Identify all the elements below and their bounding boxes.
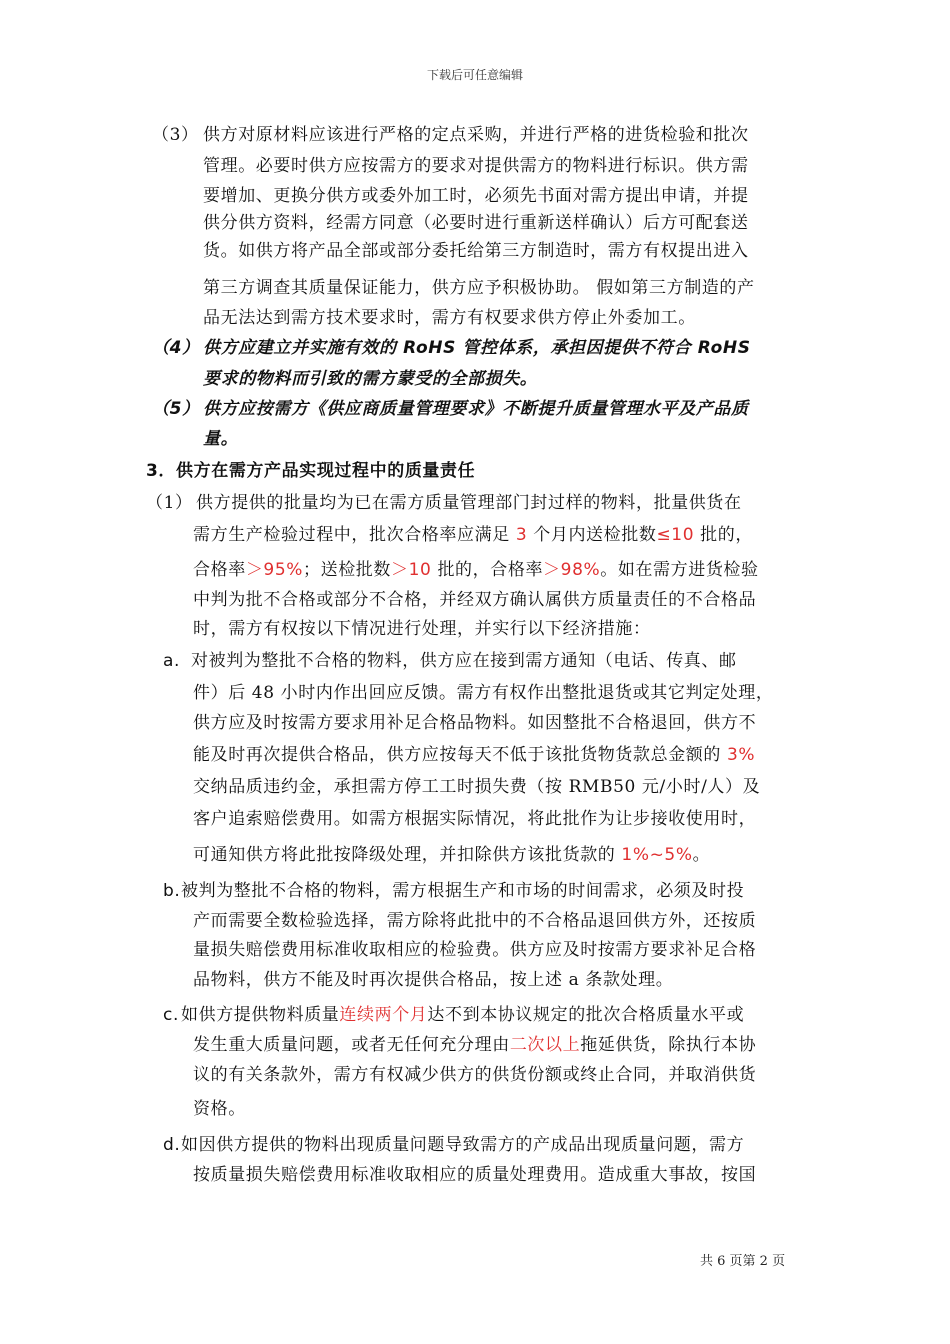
p1-line-1: 供方提供的批量均为已在需方质量管理部门封过样的物料，批量供货在 <box>196 493 742 513</box>
item-3-line-6: 第三方调查其质量保证能力，供方应予积极协助。 假如第三方制造的产 <box>203 278 755 298</box>
item-5-line-2: 量。 <box>203 429 239 449</box>
item-b-line-4: 品物料，供方不能及时再次提供合格品，按上述 a 条款处理。 <box>193 970 674 990</box>
section-3-heading: 3．供方在需方产品实现过程中的质量责任 <box>146 461 476 481</box>
item-a-line-4: 能及时再次提供合格品，供方应按每天不低于该批货物货款总金额的 3% <box>193 745 756 765</box>
p1-line-5: 时，需方有权按以下情况进行处理，并实行以下经济措施： <box>193 619 651 639</box>
item-c-line-4: 资格。 <box>193 1099 246 1119</box>
item-b-line-2: 产而需要全数检验选择，需方除将此批中的不合格品退回供方外，还按质 <box>193 911 757 931</box>
p1-line-2: 需方生产检验过程中，批次合格率应满足 3 个月内送检批数≤10 批的， <box>193 525 753 545</box>
item-3-line-3: 要增加、更换分供方或委外加工时，必须先书面对需方提出申请，并提 <box>203 186 749 206</box>
item-a-line-2: 件）后 48 小时内作出回应反馈。需方有权作出整批退货或其它判定处理， <box>193 683 774 703</box>
item-a-label: a. <box>163 651 181 671</box>
item-3-line-2: 管理。必要时供方应按需方的要求对提供需方的物料进行标识。供方需 <box>203 156 749 176</box>
item-3-line-4: 供分供方资料，经需方同意（必要时进行重新送样确认）后方可配套送 <box>203 213 749 233</box>
item-5-line-1: 供方应按需方《供应商质量管理要求》不断提升质量管理水平及产品质 <box>203 399 749 419</box>
item-b-line-1: 被判为整批不合格的物料，需方根据生产和市场的时间需求，必须及时投 <box>181 881 745 901</box>
item-c-line-2: 发生重大质量问题，或者无任何充分理由二次以上拖延供货，除执行本协 <box>193 1035 757 1055</box>
item-a-line-6: 客户追索赔偿费用。如需方根据实际情况，将此批作为让步接收使用时， <box>193 809 757 829</box>
item-c-label: c. <box>163 1005 179 1025</box>
item-c-line-3: 议的有关条款外，需方有权减少供方的供货份额或终止合同，并取消供货 <box>193 1065 757 1085</box>
p1-line-3: 合格率＞95%；送检批数＞10 批的，合格率＞98%。如在需方进货检验 <box>193 560 759 580</box>
item-3-line-7: 品无法达到需方技术要求时，需方有权要求供方停止外委加工。 <box>203 308 696 328</box>
item-4-number: （4） <box>152 338 200 358</box>
item-3-line-1: 供方对原材料应该进行严格的定点采购，并进行严格的进货检验和批次 <box>203 125 749 145</box>
item-d-line-2: 按质量损失赔偿费用标准收取相应的质量处理费用。造成重大事故，按国 <box>193 1165 757 1185</box>
item-d-line-1: 如因供方提供的物料出现质量问题导致需方的产成品出现质量问题，需方 <box>181 1135 745 1155</box>
item-3-number: （3） <box>152 125 199 145</box>
item-a-line-3: 供方应及时按需方要求用补足合格品物料。如因整批不合格退回，供方不 <box>193 713 757 733</box>
item-5-number: （5） <box>152 399 200 419</box>
item-d-label: d. <box>163 1135 181 1155</box>
page-header: 下载后可任意编辑 <box>426 68 523 82</box>
page-footer: 共 6 页第 2 页 <box>700 1254 786 1269</box>
item-4-line-2: 要求的物料而引致的需方蒙受的全部损失。 <box>203 369 538 389</box>
p1-number: （1） <box>146 493 193 513</box>
item-a-line-5: 交纳品质违约金，承担需方停工工时损失费（按 RMB50 元/小时/人）及 <box>193 777 761 797</box>
item-c-line-1: 如供方提供物料质量连续两个月达不到本协议规定的批次合格质量水平或 <box>181 1005 745 1025</box>
item-a-line-7: 可通知供方将此批按降级处理，并扣除供方该批货款的 1%~5%。 <box>193 845 711 865</box>
p1-line-4: 中判为批不合格或部分不合格，并经双方确认属供方质量责任的不合格品 <box>193 590 757 610</box>
item-3-line-5: 货。如供方将产品全部或部分委托给第三方制造时，需方有权提出进入 <box>203 241 749 261</box>
item-b-label: b. <box>163 881 181 901</box>
item-b-line-3: 量损失赔偿费用标准收取相应的检验费。供方应及时按需方要求补足合格 <box>193 940 757 960</box>
item-4-line-1: 供方应建立并实施有效的 RoHS 管控体系，承担因提供不符合 RoHS <box>203 338 751 358</box>
item-a-line-1: 对被判为整批不合格的物料，供方应在接到需方通知（电话、传真、邮 <box>191 651 737 671</box>
